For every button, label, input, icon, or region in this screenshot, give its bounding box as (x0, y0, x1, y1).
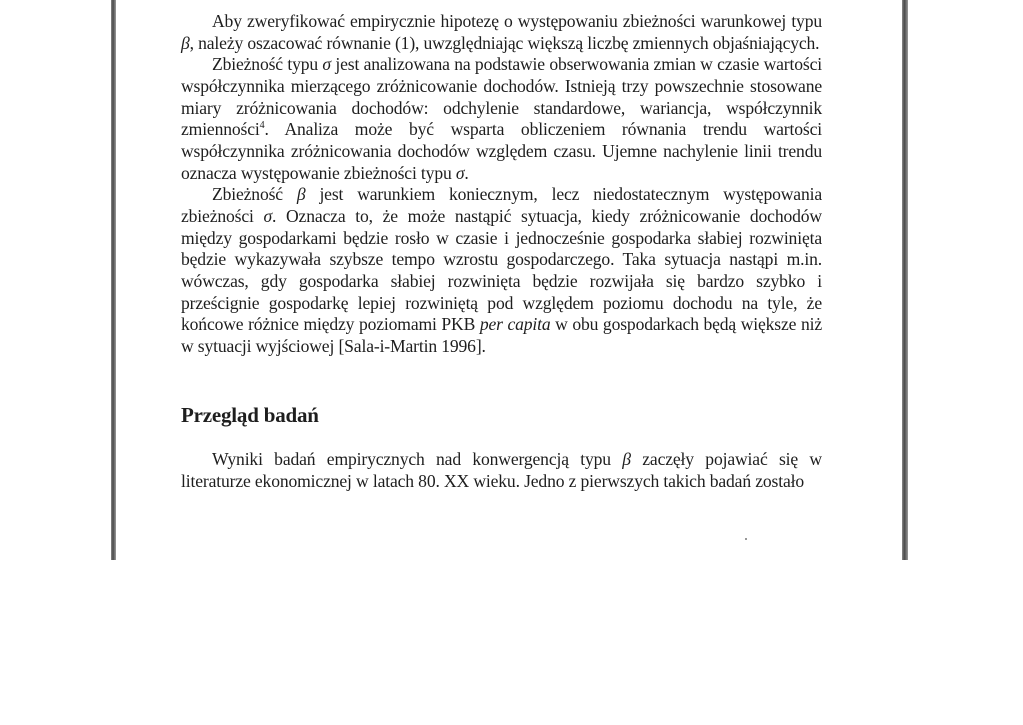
page-left-edge (111, 0, 116, 560)
italic-term: β (622, 449, 631, 469)
italic-term: β (181, 32, 190, 53)
text-run: . Oznacza to, że może nastąpić sytuacja, kiedy zróżnicowanie dochodów między gospodarkami będzie rosło w czasie i jednocześnie gospodarka słabiej rozwinięta będzie wykazywała szybsze tempo wzrostu gospodarczego. Taka sytuacja nastąpi m.in. wówczas, gdy gospodarka słabiej rozwinięta będzie rozwijała się bardzo szybko i prześcignie gospodarkę lepiej rozwiniętą pod względem poziomu dochodu na tyle, że końcowe różnice między poziomami PKB (181, 205, 822, 335)
italic-term: σ (455, 162, 465, 183)
italic-term: σ (322, 54, 331, 75)
footnote-ref: 4 (259, 120, 265, 132)
scan-speck (745, 538, 747, 540)
italic-term: β (296, 184, 306, 205)
body-text-bottom (181, 449, 822, 492)
text-run: Aby zweryfikować empirycznie hipotezę o występowaniu zbieżności warunkowej typu (212, 11, 822, 31)
italic-term: per capita (479, 314, 551, 335)
text-run: Zbieżność typu (212, 54, 323, 75)
text-run: jest analizowana na podstawie obserwowania zmian w czasie wartości współczynnika mierzącego zróżnicowanie dochodów. Istnieją trzy powszechnie stosowane miary zróżnicowania dochodów: odchylenie standardowe, wariancja, współczynnik zmienności (181, 54, 822, 140)
text-run: zaczęły pojawiać się w literaturze ekonomicznej w latach 80. XX wieku. Jedno z pierwszych takich badań zostało (181, 449, 822, 491)
paragraph (181, 11, 822, 54)
body-text-top (181, 11, 822, 358)
text-run: . (464, 162, 469, 183)
paragraph (181, 449, 822, 492)
section-heading: Przegląd badań (181, 403, 319, 427)
paragraph (181, 184, 822, 357)
text-run: w obu gospodarkach będą większe niż w sytuacji wyjściowej [Sala-i-Martin 1996]. (181, 314, 823, 356)
text-run: Wyniki badań empirycznych nad konwergencją typu (212, 449, 623, 469)
page-right-edge (902, 0, 908, 560)
text-run: jest warunkiem koniecznym, lecz niedostatecznym występowania zbieżności (181, 184, 823, 226)
italic-term: σ (263, 205, 273, 226)
text-run: , należy oszacować równanie (1), uwzględniając większą liczbę zmiennych objaśniających. (189, 32, 820, 53)
text-run: . Analiza może być wsparta obliczeniem równania trendu wartości współczynnika zróżnicowania dochodów względem czasu. Ujemne nachylenie linii trendu oznacza występowanie zbieżności typu (181, 119, 822, 183)
paragraph (181, 54, 822, 184)
text-run: Zbieżność (212, 184, 297, 205)
